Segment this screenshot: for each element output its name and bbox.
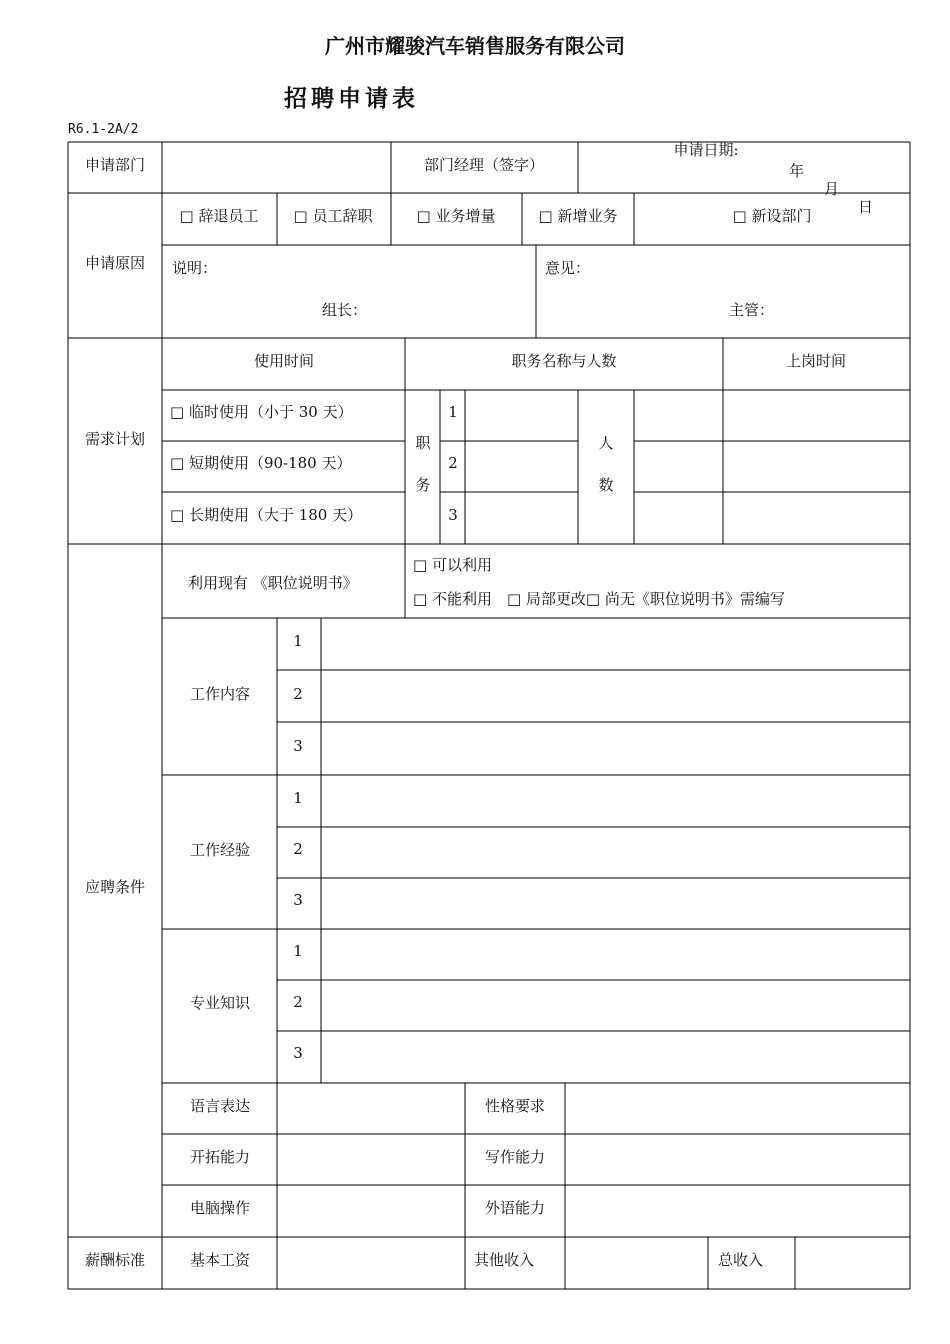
work-experience-row-2: 2 bbox=[293, 840, 303, 858]
checkbox-long-term[interactable]: □ 长期使用（大于 180 天） bbox=[170, 506, 363, 524]
use-time-header: 使用时间 bbox=[253, 352, 315, 370]
opinion-label: 意见： bbox=[545, 259, 591, 277]
position-label-1: 职 bbox=[415, 434, 431, 452]
work-content-row-2: 2 bbox=[293, 685, 303, 703]
manager-sign-label: 部门经理（签字） bbox=[423, 156, 545, 174]
checkbox-resign[interactable]: □ 员工辞职 bbox=[293, 207, 373, 225]
work-content-row-3: 3 bbox=[293, 737, 303, 755]
checkbox-new-business[interactable]: □ 新增业务 bbox=[538, 207, 618, 225]
expansion-label: 开拓能力 bbox=[189, 1148, 251, 1166]
conditions-label: 应聘条件 bbox=[84, 878, 146, 896]
knowledge-row-2: 2 bbox=[293, 993, 303, 1011]
date-label: 申请日期: bbox=[673, 141, 739, 159]
checkbox-short-term[interactable]: □ 短期使用（90-180 天） bbox=[170, 454, 352, 472]
explain-label: 说明： bbox=[172, 259, 218, 277]
plan-row-3: 3 bbox=[448, 506, 458, 524]
form-code: R6.1-2A/2 bbox=[68, 122, 139, 137]
checkbox-dismiss[interactable]: □ 辞退员工 bbox=[179, 207, 259, 225]
work-experience-row-1: 1 bbox=[293, 789, 303, 807]
count-label-1: 人 bbox=[598, 434, 614, 452]
company-name: 广州市耀骏汽车销售服务有限公司 bbox=[325, 34, 625, 58]
language-label: 语言表达 bbox=[189, 1097, 251, 1115]
start-time-header: 上岗时间 bbox=[785, 352, 847, 370]
work-experience-label: 工作经验 bbox=[189, 841, 251, 859]
work-content-label: 工作内容 bbox=[189, 685, 251, 703]
count-label-2: 数 bbox=[598, 476, 614, 494]
checkbox-jd-usable[interactable]: □ 可以利用 bbox=[413, 556, 492, 574]
checkbox-business-growth[interactable]: □ 业务增量 bbox=[416, 207, 496, 225]
computer-label: 电脑操作 bbox=[189, 1199, 251, 1217]
reason-label: 申请原因 bbox=[84, 254, 146, 272]
foreign-language-label: 外语能力 bbox=[484, 1199, 546, 1217]
year-label: 年 bbox=[789, 162, 805, 180]
writing-label: 写作能力 bbox=[484, 1148, 546, 1166]
dept-label: 申请部门 bbox=[84, 156, 146, 174]
knowledge-row-3: 3 bbox=[293, 1044, 303, 1062]
plan-row-1: 1 bbox=[448, 403, 458, 421]
day-label: 日 bbox=[858, 198, 874, 216]
total-income-label: 总收入 bbox=[718, 1251, 764, 1269]
other-income-label: 其他收入 bbox=[474, 1251, 535, 1269]
jd-label: 利用现有 《职位说明书》 bbox=[188, 574, 358, 592]
base-salary-label: 基本工资 bbox=[189, 1251, 251, 1269]
knowledge-label: 专业知识 bbox=[189, 994, 251, 1012]
work-experience-row-3: 3 bbox=[293, 891, 303, 909]
plan-row-2: 2 bbox=[448, 454, 458, 472]
month-label: 月 bbox=[824, 180, 840, 198]
checkbox-jd-options[interactable]: □ 不能利用 □ 局部更改□ 尚无《职位说明书》需编写 bbox=[413, 590, 785, 608]
supervisor-label: 主管： bbox=[729, 301, 775, 319]
plan-label: 需求计划 bbox=[84, 430, 146, 448]
position-label-2: 务 bbox=[415, 476, 431, 494]
checkbox-temporary[interactable]: □ 临时使用（小于 30 天） bbox=[170, 403, 353, 421]
personality-label: 性格要求 bbox=[484, 1097, 546, 1115]
form-title: 招聘申请表 bbox=[284, 86, 419, 112]
leader-label: 组长： bbox=[322, 301, 368, 319]
position-count-header: 职务名称与人数 bbox=[511, 352, 617, 370]
work-content-row-1: 1 bbox=[293, 632, 303, 650]
knowledge-row-1: 1 bbox=[293, 942, 303, 960]
salary-label: 薪酬标准 bbox=[84, 1251, 146, 1269]
checkbox-new-department[interactable]: □ 新设部门 bbox=[732, 207, 812, 225]
